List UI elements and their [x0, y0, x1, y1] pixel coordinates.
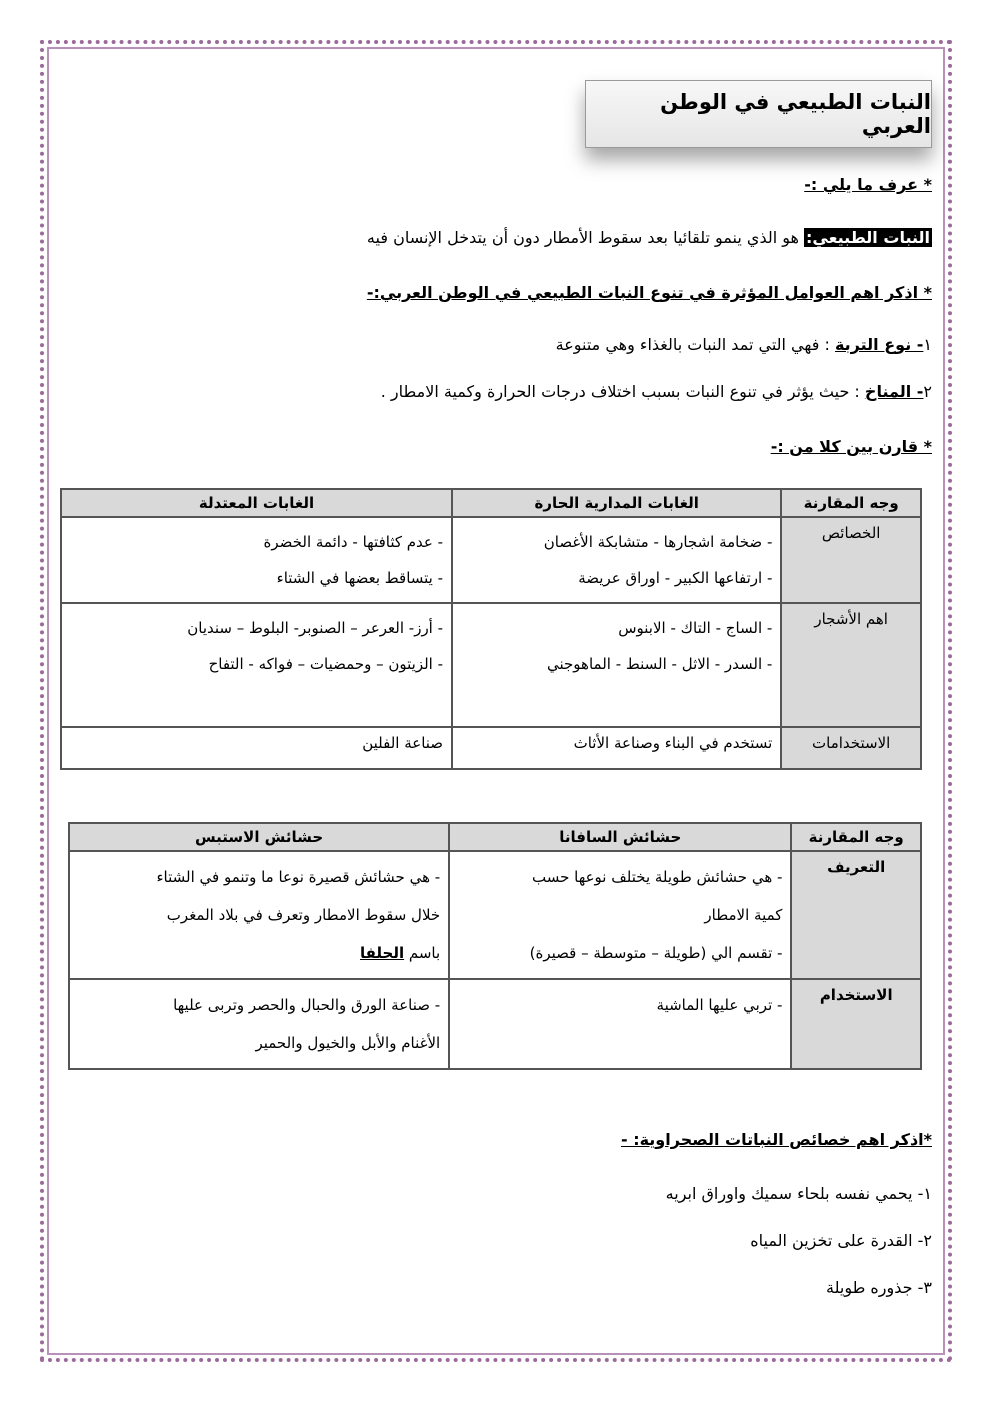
cell-text: الأغنام والأبل والخيول والحمير [255, 1034, 441, 1052]
table-cell [61, 727, 452, 769]
factor-text: : حيث يؤثر في تنوع النبات بسبب اختلاف درجات الحرارة وكمية الامطار . [380, 382, 865, 401]
cell-text [78, 934, 440, 972]
factors-heading: * اذكر اهم العوامل المؤثرة في تنوع النبات الطبيعي في الوطن العربي:- [366, 283, 932, 302]
factor-item-1 [556, 335, 932, 354]
table-cell [61, 603, 452, 727]
cell-text: خلال سقوط الامطار وتعرف في بلاد المغرب [166, 906, 441, 924]
desert-item: ١- يحمي نفسه بلحاء سميك واوراق ابريه [665, 1184, 932, 1203]
grasses-comparison-table [68, 822, 922, 1070]
factor-term: - نوع التربة [834, 335, 924, 354]
table-cell [452, 727, 781, 769]
factor-term: - المناخ [864, 382, 924, 401]
cell-text: - تربي عليها الماشية [656, 996, 783, 1014]
cell-text: - ارتفاعها الكبير - اوراق عريضة [578, 569, 773, 587]
table-cell [452, 603, 781, 727]
table-header-row [69, 823, 921, 851]
table-row [61, 603, 921, 727]
table-header-row [61, 489, 921, 517]
cell-text: - الساج - التاك - الابنوس [618, 619, 773, 637]
header-aspect: وجه المقارنة [791, 823, 921, 851]
factor-text: : فهي التي تمد النبات بالغذاء وهي متنوعة [555, 335, 835, 354]
cell-text: تستخدم في البناء وصناعة الأثاث [573, 734, 773, 752]
table-row [61, 727, 921, 769]
desert-item: ٢- القدرة على تخزين المياه [750, 1231, 932, 1250]
definition-text: هو الذي ينمو تلقائيا بعد سقوط الأمطار دون أن يتدخل الإنسان فيه [366, 228, 805, 247]
cell-term: الحلفا [359, 944, 405, 962]
table-cell [452, 517, 781, 603]
row-label: اهم الأشجار [781, 603, 921, 727]
factor-item-2 [381, 382, 932, 401]
desert-item: ٣- جذوره طويلة [826, 1278, 932, 1297]
cell-text: - السدر - الاثل - السنط - الماهوجني [547, 655, 773, 673]
header-aspect: وجه المقارنة [781, 489, 921, 517]
table-cell [449, 979, 791, 1069]
factor-number: ١ [923, 335, 932, 354]
definition-line [367, 228, 932, 247]
cell-text: - صناعة الورق والحبال والحصر وتربى عليها [173, 996, 441, 1014]
row-label: الخصائص [781, 517, 921, 603]
table-cell [69, 851, 449, 979]
header-tropical-forests: الغابات المدارية الحارة [452, 489, 781, 517]
cell-text: - عدم كثافتها - دائمة الخضرة [263, 533, 444, 551]
header-temperate-forests: الغابات المعتدلة [61, 489, 452, 517]
header-savanna: حشائش السافانا [449, 823, 791, 851]
row-label: الاستخدامات [781, 727, 921, 769]
row-label: الاستخدام [791, 979, 921, 1069]
cell-text: - يتساقط بعضها في الشتاء [276, 569, 444, 587]
header-steppe: حشائش الاستبس [69, 823, 449, 851]
table-cell [449, 851, 791, 979]
define-heading: * عرف ما يلي :- [804, 175, 932, 194]
cell-text: - أرز- العرعر – الصنوبر- البلوط – سنديان [187, 619, 444, 637]
cell-text: - هي حشائش قصيرة نوعا ما وتنمو في الشتاء [156, 868, 441, 886]
table-cell [61, 517, 452, 603]
table-row [69, 851, 921, 979]
cell-text: - ضخامة اشجارها - متشابكة الأغصان [543, 533, 773, 551]
cell-text: - هي حشائش طويلة يختلف نوعها حسب [531, 868, 783, 886]
definition-term: النبات الطبيعي: [806, 228, 930, 247]
factor-number: ٢ [923, 382, 932, 401]
cell-text: كمية الامطار [704, 906, 783, 924]
row-label: التعريف [791, 851, 921, 979]
cell-text: - تقسم الي (طويلة – متوسطة – قصيرة) [529, 944, 783, 962]
desert-heading: *اذكر اهم خصائص النباتات الصحراوية: - [620, 1130, 932, 1149]
compare-heading: * قارن بين كلا من :- [770, 437, 932, 456]
table-row [61, 517, 921, 603]
cell-text: صناعة الفلين [362, 734, 444, 752]
forests-comparison-table [60, 488, 922, 770]
cell-text-prefix: باسم [404, 944, 441, 962]
page-title: النبات الطبيعي في الوطن العربي [585, 80, 932, 148]
cell-text: - الزيتون – وحمضيات – فواكه - التفاح [208, 655, 444, 673]
table-cell [69, 979, 449, 1069]
table-row [69, 979, 921, 1069]
